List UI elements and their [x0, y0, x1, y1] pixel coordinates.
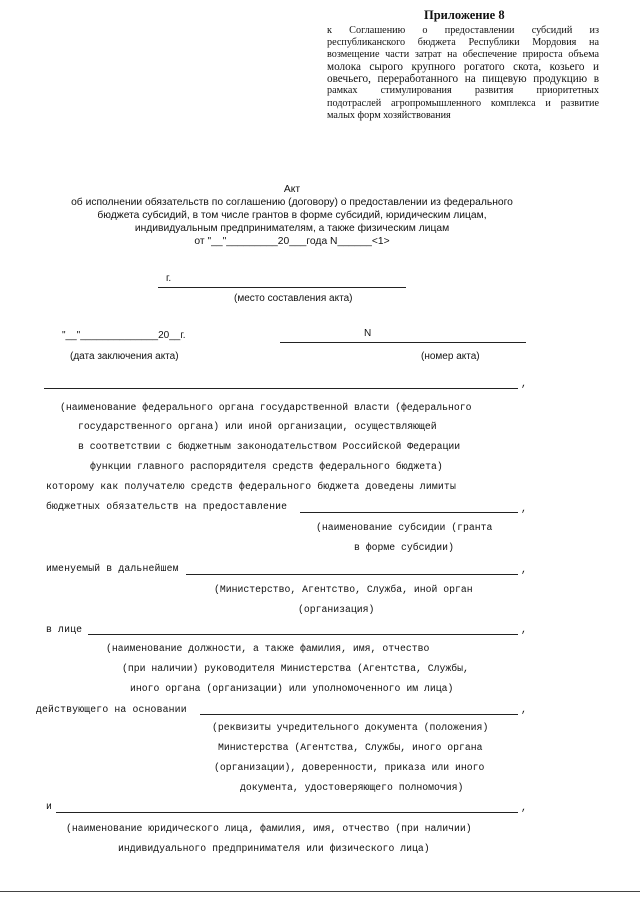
- document-caption-line: (реквизиты учредительного документа (положения): [212, 722, 489, 733]
- comma: ,: [521, 802, 527, 813]
- appendix-line: возмещение части затрат на обеспечение прироста объема: [327, 49, 599, 61]
- appendix-line: республиканского бюджета Республики Мордовия на: [327, 37, 599, 49]
- ministry-caption-line: (организация): [298, 604, 375, 615]
- comma: ,: [521, 378, 527, 389]
- city-prefix: г.: [166, 273, 172, 284]
- page-bottom-edge: [0, 891, 640, 892]
- act-number-field-line[interactable]: [280, 342, 526, 343]
- subsidy-field-line[interactable]: [300, 512, 518, 513]
- ministry-caption-line: (Министерство, Агентство, Служба, иной орган: [214, 584, 473, 595]
- document-caption-line: документа, удостоверяющего полномочия): [240, 782, 464, 793]
- act-number-prefix: N: [364, 328, 372, 339]
- representative-field-line[interactable]: [88, 634, 518, 635]
- document-caption-line: Министерства (Агентства, Службы, иного органа: [218, 742, 483, 753]
- appendix-title: Приложение 8: [424, 8, 505, 22]
- act-date-field[interactable]: "__"______________20__г.: [62, 330, 186, 341]
- document-caption-line: (организации), доверенности, приказа или иного: [214, 762, 485, 773]
- hereinafter-field-line[interactable]: [186, 574, 518, 575]
- position-caption-line: (наименование должности, а также фамилия, имя, отчество: [106, 643, 430, 654]
- comma: ,: [521, 503, 527, 514]
- act-number-line: от "__"_________20___года N______<1>: [194, 236, 390, 247]
- hereinafter-label: именуемый в дальнейшем: [46, 563, 179, 574]
- basis-field-line[interactable]: [200, 714, 518, 715]
- act-heading: Акт: [283, 184, 301, 195]
- recipient-text-line: бюджетных обязательств на предоставление: [46, 501, 288, 512]
- comma: ,: [521, 624, 527, 635]
- federal-body-field-line[interactable]: [44, 388, 518, 389]
- federal-body-caption-line: в соответствии с бюджетным законодательством Российской Федерации: [78, 441, 461, 452]
- appendix-line: подотраслей агропромышленного комплекса и развитие: [327, 97, 599, 109]
- subsidy-caption-line: (наименование субсидии (гранта: [316, 522, 493, 533]
- appendix-description: [327, 25, 599, 122]
- position-caption-line: (при наличии) руководителя Министерства (Агентства, Службы,: [122, 663, 469, 674]
- appendix-line: к Соглашению о предоставлении субсидий из: [327, 25, 599, 36]
- appendix-line: молока сырого крупного рогатого скота, козьего и: [327, 61, 599, 74]
- federal-body-caption-line: государственного органа) или иной организации, осуществляющей: [78, 421, 437, 432]
- legal-entity-field-line[interactable]: [56, 812, 518, 813]
- in-person-label: в лице: [46, 624, 83, 635]
- and-label: и: [46, 801, 53, 812]
- act-title-line: индивидуальным предпринимателям, а также физическим лицам: [134, 223, 450, 234]
- appendix-line: рамках стимулирования развития приоритетных: [327, 85, 599, 97]
- comma: ,: [521, 564, 527, 575]
- comma: ,: [521, 704, 527, 715]
- legal-entity-caption-line: индивидуального предпринимателя или физического лица): [118, 843, 430, 854]
- act-title-line: бюджета субсидий, в том числе грантов в форме субсидий, юридическим лицам,: [97, 210, 487, 221]
- position-caption-line: иного органа (организации) или уполномоченного им лица): [130, 683, 454, 694]
- act-title-line: об исполнении обязательств по соглашению (договору) о предоставлении из федерального: [71, 197, 513, 208]
- place-caption: (место составления акта): [234, 293, 353, 304]
- legal-entity-caption-line: (наименование юридического лица, фамилия, имя, отчество (при наличии): [66, 823, 472, 834]
- appendix-line: малых форм хозяйствования: [327, 109, 451, 121]
- federal-body-caption-line: функции главного распорядителя средств федерального бюджета): [90, 461, 443, 472]
- federal-body-caption-line: (наименование федерального органа государственной власти (федерального: [60, 402, 472, 413]
- recipient-text-line: которому как получателю средств федерального бюджета доведены лимиты: [46, 481, 456, 492]
- number-caption: (номер акта): [421, 351, 480, 362]
- subsidy-caption-line: в форме субсидии): [354, 542, 454, 553]
- date-caption: (дата заключения акта): [70, 351, 179, 362]
- acting-basis-label: действующего на основании: [36, 704, 187, 715]
- appendix-line: овечьего, переработанного на пищевую продукцию в: [327, 73, 599, 86]
- place-field-line[interactable]: [158, 287, 406, 288]
